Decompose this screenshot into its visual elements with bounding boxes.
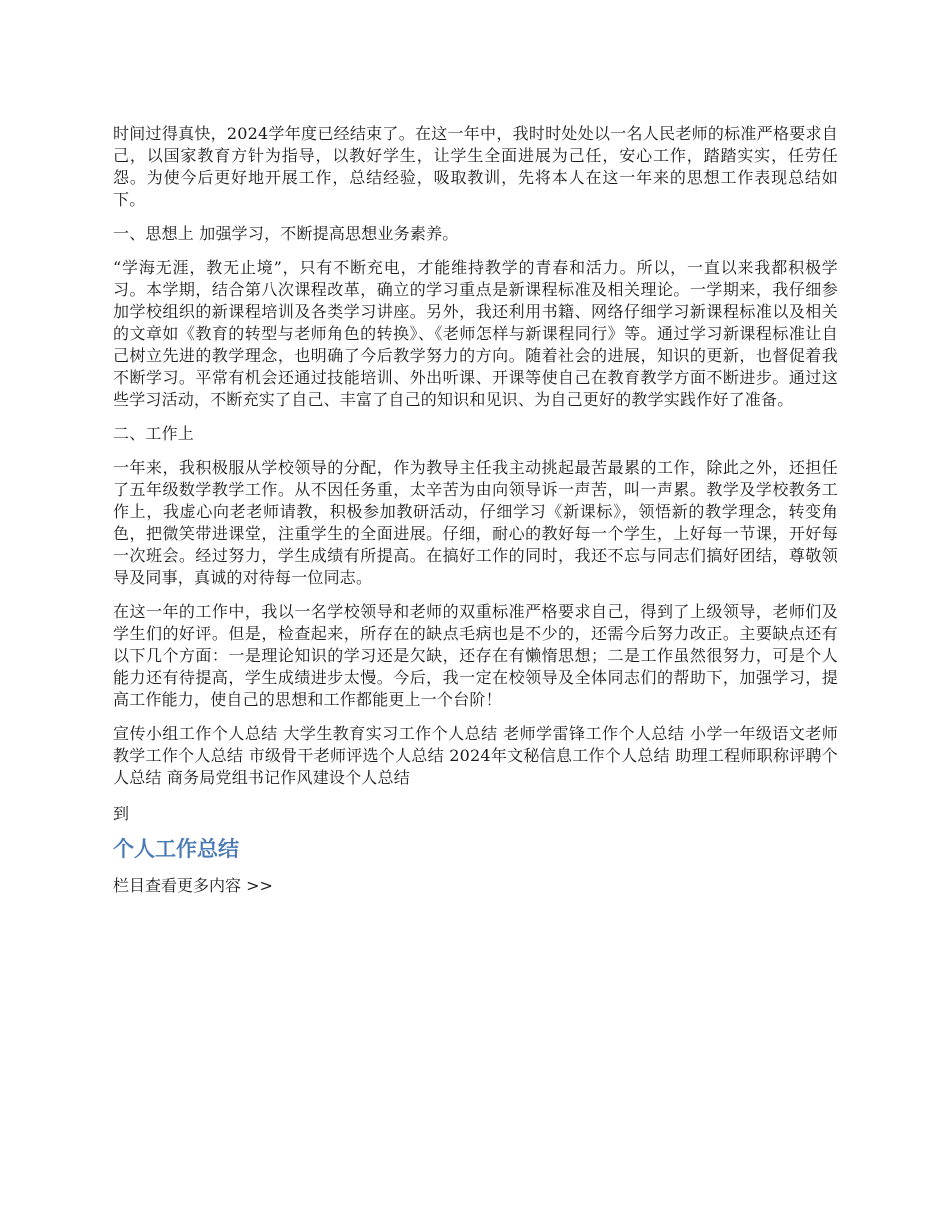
- intro-paragraph: 时间过得真快，2024学年度已经结束了。在这一年中，我时时处处以一名人民老师的标准严格要求自己，以国家教育方针为指导，以教好学生，让学生全面进展为己任，安心工作，踏踏实实，任劳任怨。为使今后更好地开展工作，总结经验，吸取教训，先将本人在这一年来的思想工作表现总结如下。: [113, 124, 838, 209]
- related-link[interactable]: 宣传小组工作个人总结: [113, 724, 278, 743]
- reflection-paragraph: 在这一年的工作中，我以一名学校领导和老师的双重标准严格要求自己，得到了上级领导，老师们及学生们的好评。但是，检查起来，所存在的缺点毛病也是不少的，还需今后努力改正。主要缺点还有以下几个方面：一是理论知识的学习还是欠缺，还存在有懒惰思想；二是工作虽然很努力，可是个人能力还有待提高，学生成绩进步太慢。今后，我一定在校领导及全体同志们的帮助下，加强学习，提高工作能力，使自己的思想和工作都能更上一个台阶！: [113, 602, 838, 709]
- related-link[interactable]: 2024年文秘信息工作个人总结: [449, 746, 670, 765]
- related-link[interactable]: 市级骨干老师评选个人总结: [248, 746, 444, 765]
- related-link[interactable]: 老师学雷锋工作个人总结: [503, 724, 685, 743]
- related-link[interactable]: 助理工程师职称评聘个人总结: [113, 746, 838, 787]
- work-paragraph: 一年来，我积极服从学校领导的分配，作为教导主任我主动挑起最苦最累的工作，除此之外，还担任了五年级数学教学工作。从不因任务重，太辛苦为由向领导诉一声苦，叫一声累。教学及学校教务工作上，我虚心向老老师请教，积极参加教研活动，仔细学习《新课标》，领悟新的教学理念，转变角色，把微笑带进课堂，注重学生的全面进展。仔细，耐心的教好每一个学生，上好每一节课，开好每一次班会。经过努力，学生成绩有所提高。在搞好工作的同时，我还不忘与同志们搞好团结，尊敬领导及同事，真诚的对待每一位同志。: [113, 458, 838, 587]
- section-heading-work: 二、工作上: [113, 424, 195, 443]
- related-link[interactable]: 小学一年级语文老师教学工作个人总结: [113, 724, 838, 765]
- section-heading-thought: 一、思想上 加强学习，不断提高思想业务素养。: [113, 224, 459, 243]
- more-content-link[interactable]: 栏目查看更多内容 >>: [113, 876, 273, 895]
- to-label: 到: [113, 804, 130, 823]
- related-links: [113, 723, 838, 789]
- study-paragraph: “学海无涯，教无止境”，只有不断充电，才能维持教学的青春和活力。所以，一直以来我都积极学习。本学期，结合第八次课程改革，确立的学习重点是新课程标准及相关理论。一学期来，我仔细参加学校组织的新课程培训及各类学习讲座。另外，我还利用书籍、网络仔细学习新课程标准以及相关的文章如《教育的转型与老师角色的转换》、《老师怎样与新课程同行》等。通过学习新课程标准让自己树立先进的教学理念，也明确了今后教学努力的方向。随着社会的进展，知识的更新，也督促着我不断学习。平常有机会还通过技能培训、外出听课、开课等使自己在教育教学方面不断进步。通过这些学习活动，不断充实了自己、丰富了自己的知识和见识、为自己更好的教学实践作好了准备。: [113, 258, 838, 409]
- related-link[interactable]: 大学生教育实习工作个人总结: [283, 724, 498, 743]
- document-page: [113, 123, 838, 897]
- related-link[interactable]: 商务局党组书记作风建设个人总结: [166, 768, 410, 787]
- category-title-link[interactable]: 个人工作总结: [113, 837, 239, 861]
